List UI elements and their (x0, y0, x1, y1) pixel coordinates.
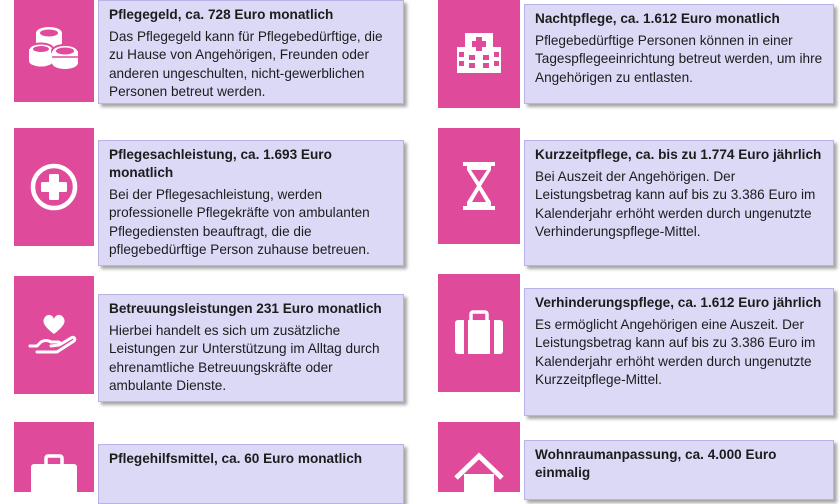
card-description: Hierbei handelt es sich um zusätzliche Leistungen zur Unterstützung im Alltag durch ehrenamtliche Betreuungskräfte oder ambulante Dienste. (109, 323, 380, 393)
card-description: Das Pflegegeld kann für Pflegebedürftige, die zu Hause von Angehörigen, Freunden oder anderen ungeschulten, nicht-gewerblichen Personen betreut werden. (109, 29, 383, 99)
card-text-box (524, 4, 834, 104)
card-text-box (98, 294, 404, 402)
coins-icon (27, 19, 81, 73)
suitcase-icon (452, 308, 506, 358)
card-icon-box (14, 0, 94, 102)
card-text-box (98, 444, 404, 504)
card-icon-box (14, 276, 94, 394)
card-icon-box (438, 0, 520, 108)
card-icon-box (438, 422, 520, 492)
medical-bag-icon (28, 454, 80, 494)
hospital-building-icon (454, 27, 504, 77)
card-text-box (524, 288, 834, 416)
card-title: Wohnraumanpassung, ca. 4.000 Euro einmalig (535, 447, 777, 480)
card-text-box (98, 140, 404, 266)
card-icon-box (438, 128, 520, 244)
hourglass-icon (459, 160, 499, 212)
card-text-box (524, 440, 834, 500)
card-description: Es ermöglicht Angehörigen eine Auszeit. Der Leistungsbetrag kann auf bis zu 3.386 Euro im Kalenderjahr erhöht werden durch ungenutzte Kurzzeitpflege-Mittel. (535, 317, 816, 387)
heart-in-hand-icon (27, 308, 81, 362)
card-title: Betreuungsleistungen 231 Euro monatlich (109, 301, 382, 316)
card-description: Bei Auszeit der Angehörigen. Der Leistungsbetrag kann auf bis zu 3.386 Euro im Kalenderjahr erhöht werden durch ungenutzte Verhinderungspflege-Mittel. (535, 169, 816, 239)
card-title: Pflegegeld, ca. 728 Euro monatlich (109, 7, 334, 22)
house-icon (452, 452, 506, 492)
medical-cross-icon (29, 162, 79, 212)
card-title: Nachtpflege, ca. 1.612 Euro monatlich (535, 11, 780, 26)
card-icon-box (14, 128, 94, 246)
card-text-box (524, 140, 834, 266)
card-icon-box (438, 274, 520, 392)
card-title: Pflegesachleistung, ca. 1.693 Euro monatlich (109, 147, 332, 180)
card-title: Kurzzeitpflege, ca. bis zu 1.774 Euro jährlich (535, 147, 822, 162)
card-description: Pflegebedürftige Personen können in einer Tagespflegeeinrichtung betreut werden, um ihre Angehörigen zu entlasten. (535, 33, 823, 85)
card-icon-box (14, 422, 94, 492)
card-text-box (98, 0, 404, 104)
card-title: Verhinderungspflege, ca. 1.612 Euro jährlich (535, 295, 822, 310)
card-title: Pflegehilfsmittel, ca. 60 Euro monatlich (109, 451, 363, 466)
card-description: Bei der Pflegesachleistung, werden professionelle Pflegekräfte von ambulanten Pflegediensten beauftragt, die die pflegebedürftige Person zuhause betreuen. (109, 187, 370, 257)
